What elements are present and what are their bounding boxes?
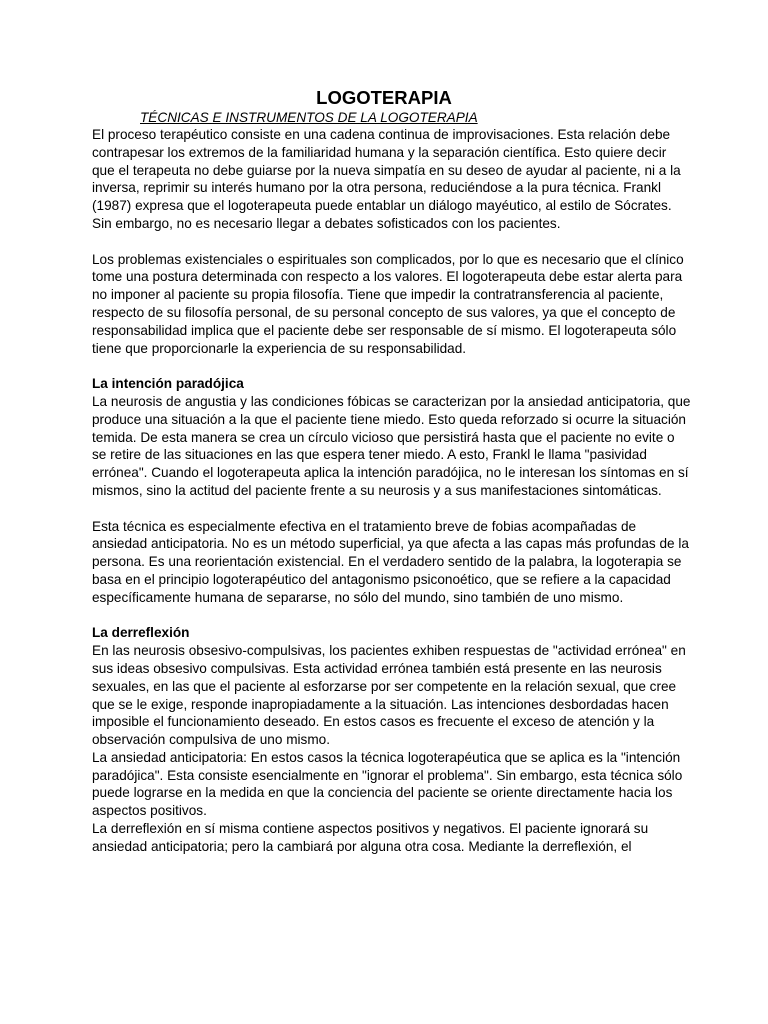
paragraph: Esta técnica es especialmente efectiva en el tratamiento breve de fobias acompañadas de ansiedad anticipatoria. No es un método superficial, ya que afecta a las capas más profundas de la persona. Es una reorientación existencial. En el verdadero sentido de la palabra, la logoterapia se basa en el principio logoterapéutico del antagonismo psiconoético, que se refiere a la capacidad específicamente humana de separarse, no sólo del mundo, sino también de uno mismo.	[92, 518, 689, 605]
document-body	[92, 126, 692, 856]
document-title: LOGOTERAPIA	[316, 87, 452, 108]
paragraph: Los problemas existenciales o espirituales son complicados, por lo que es necesario que el clínico tome una postura determinada con respecto a los valores. El logoterapeuta debe estar alerta para no imponer al paciente su propia filosofía. Tiene que impedir la contratransferencia al paciente, respecto de su filosofía personal, de su personal concepto de sus valores, ya que el concepto de responsabilidad implica que el paciente debe ser responsable de sí mismo. El logoterapeuta sólo tiene que proporcionarle la experiencia de su responsabilidad.	[92, 251, 684, 356]
document-subtitle: TÉCNICAS E INSTRUMENTOS DE LA LOGOTERAPIA	[140, 110, 478, 125]
section-heading-derreflexion: La derreflexión	[92, 625, 190, 641]
section-heading-intencion: La intención paradójica	[92, 376, 244, 392]
paragraph: El proceso terapéutico consiste en una cadena continua de improvisaciones. Esta relación debe contrapesar los extremos de la familiaridad humana y la separación científica. Esto quiere decir que el terapeuta no debe guiarse por la nueva simpatía en su deseo de ayudar al paciente, ni a la inversa, reprimir su interés humano por la otra persona, reduciéndose a la pura técnica. Frankl (1987) expresa que el logoterapeuta puede entablar un diálogo mayéutico, al estilo de Sócrates. Sin embargo, no es necesario llegar a debates sofisticados con los pacientes.	[92, 127, 681, 231]
paragraph: La neurosis de angustia y las condiciones fóbicas se caracterizan por la ansiedad anticipatoria, que produce una situación a la que el paciente tiene miedo. Esto queda reforzado si ocurre la situación temida. De esta manera se crea un círculo vicioso que persistirá hasta que el paciente no evite o se retire de las situaciones en las que espera tener miedo. A esto, Frankl le llama "pasividad errónea". Cuando el logoterapeuta aplica la intención paradójica, no le interesan los síntomas en sí mismos, sino la actitud del paciente frente a su neurosis y a sus manifestaciones sintomáticas.	[92, 393, 691, 498]
paragraph: La derreflexión en sí misma contiene aspectos positivos y negativos. El paciente ignorará su ansiedad anticipatoria; pero la cambiará por alguna otra cosa. Mediante la derreflexión, el	[92, 821, 649, 854]
paragraph: La ansiedad anticipatoria: En estos casos la técnica logoterapéutica que se aplica es la "intención paradójica". Esta consiste esencialmente en "ignorar el problema". Sin embargo, esta técnica sólo puede lograrse en la medida en que la conciencia del paciente se oriente directamente hacia los aspectos positivos.	[92, 749, 683, 819]
paragraph: En las neurosis obsesivo-compulsivas, los pacientes exhiben respuestas de "actividad errónea" en sus ideas obsesivo compulsivas. Esta actividad errónea también está presente en las neurosis sexuales, en las que el paciente al esforzarse por ser competente en la relación sexual, que cree que se le exige, responde inapropiadamente a la situación. Las intenciones desbordadas hacen imposible el funcionamiento deseado. En estos casos es frecuente el exceso de atención y la observación compulsiva de uno mismo.	[92, 643, 686, 748]
